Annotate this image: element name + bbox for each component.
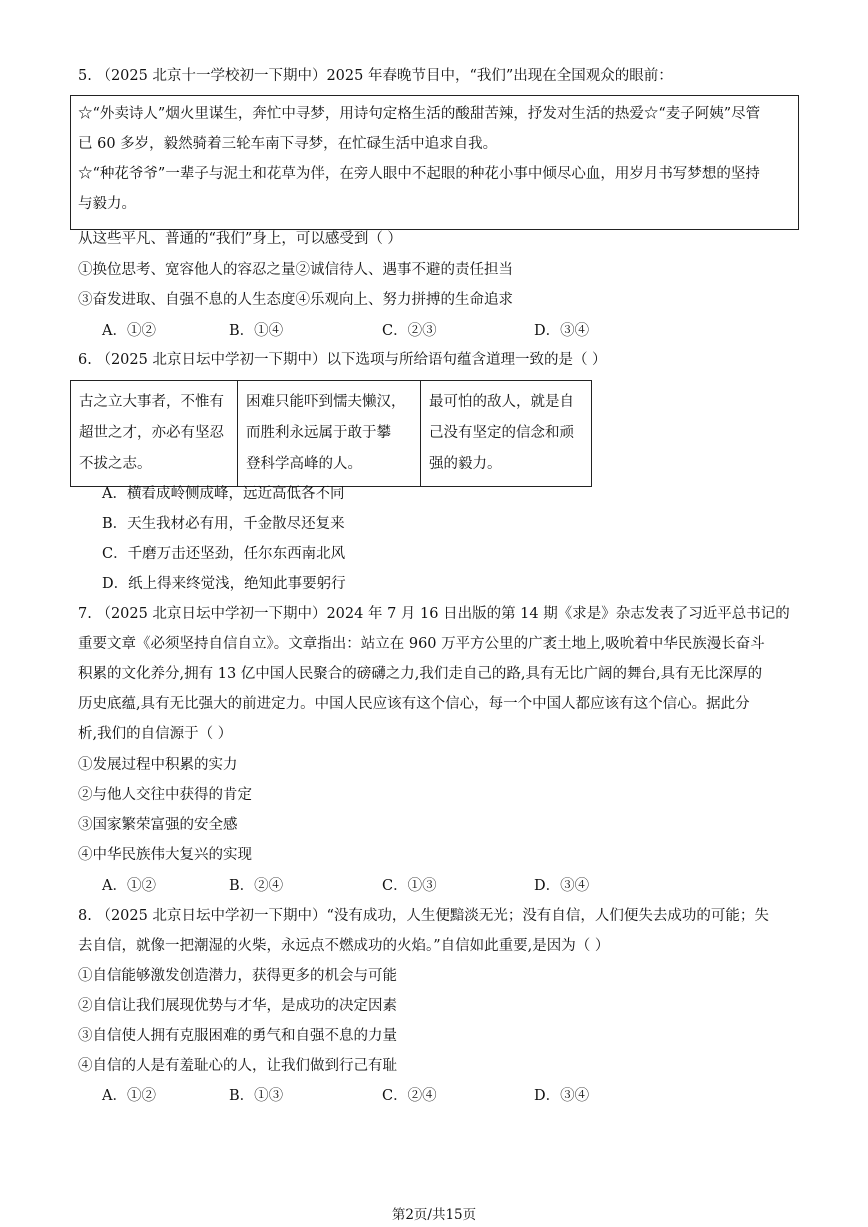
q8-options <box>102 1086 622 1106</box>
q5-material-line: 已 60 多岁，毅然骑着三轮车南下寻梦，在忙碌生活中追求自我。 <box>78 136 498 152</box>
q5-option-a[interactable]: A．①② <box>102 323 156 339</box>
q6-option-b[interactable]: B．天生我材必有用，千金散尽还复来 <box>102 516 345 532</box>
q6-quote-line: 超世之才，亦必有坚忍 <box>79 425 224 441</box>
q7-option-d[interactable]: D．③④ <box>534 878 590 894</box>
page-number: 第2页/共15页 <box>391 1207 477 1223</box>
q6-quote-line: 最可怕的敌人，就是自 <box>429 394 574 410</box>
q5-option-c[interactable]: C．②③ <box>382 323 437 339</box>
q6-stem: 6. （2025 北京日坛中学初一下期中）以下选项与所给语句蕴含道理一致的是（ ） <box>78 352 607 368</box>
q6-quote-line: 强的毅力。 <box>429 456 502 472</box>
q6-option-d[interactable]: D．纸上得来终觉浅，绝知此事要躬行 <box>102 576 346 592</box>
q8-option-a[interactable]: A．①② <box>102 1088 156 1104</box>
q5-material-line: 与毅力。 <box>78 196 136 212</box>
q7-statement: ③国家繁荣富强的安全感 <box>78 817 238 833</box>
q8-statement: ②自信让我们展现优势与才华，是成功的决定因素 <box>78 998 397 1014</box>
q7-stem-line: 析,我们的自信源于（ ） <box>78 726 233 742</box>
q5-stem: 5. （2025 北京十一学校初一下期中）2025 年春晚节目中，“我们”出现在全国观众的眼前： <box>78 68 673 84</box>
q7-stem-line: 积累的文化养分,拥有 13 亿中国人民聚合的磅礴之力,我们走自己的路,具有无比广阔的舞台,具有无比深厚的 <box>78 666 763 682</box>
q8-stem-line: 8. （2025 北京日坛中学初一下期中）“没有成功，人生便黯淡无光；没有自信，人们便失去成功的可能；失 <box>78 908 769 924</box>
q5-statement: ③奋发进取、自强不息的人生态度④乐观向上、努力拼搏的生命追求 <box>78 292 513 308</box>
q6-quote-cell <box>71 381 238 487</box>
q8-statement: ④自信的人是有羞耻心的人，让我们做到行己有耻 <box>78 1058 397 1074</box>
q8-statement: ①自信能够激发创造潜力，获得更多的机会与可能 <box>78 968 397 984</box>
q5-material-line: ☆“种花爷爷”一辈子与泥土和花草为伴，在旁人眼中不起眼的种花小事中倾尽心血，用岁月书写梦想的坚持 <box>78 166 760 182</box>
q8-option-c[interactable]: C．②④ <box>382 1088 437 1104</box>
q7-stem-line: 7. （2025 北京日坛中学初一下期中）2024 年 7 月 16 日出版的第 14 期《求是》杂志发表了习近平总书记的 <box>78 606 790 622</box>
q5-statement: ①换位思考、宽容他人的容忍之量②诚信待人、遇事不避的责任担当 <box>78 262 513 278</box>
q7-options <box>102 876 622 896</box>
q8-statement: ③自信使人拥有克服困难的勇气和自强不息的力量 <box>78 1028 397 1044</box>
q8-option-d[interactable]: D．③④ <box>534 1088 590 1104</box>
q5-question: 从这些平凡、普通的“我们”身上，可以感受到（ ） <box>78 231 402 247</box>
q6-quote-line: 登科学高峰的人。 <box>246 456 362 472</box>
q5-material-line: ☆“外卖诗人”烟火里谋生，奔忙中寻梦，用诗句定格生活的酸甜苦辣，抒发对生活的热爱☆“麦子阿姨”尽管 <box>78 106 761 122</box>
q5-options <box>102 321 622 341</box>
q8-option-b[interactable]: B．①③ <box>229 1088 284 1104</box>
q6-quote-line: 己没有坚定的信念和顽 <box>429 425 574 441</box>
q5-option-b[interactable]: B．①④ <box>229 323 284 339</box>
q6-option-c[interactable]: C．千磨万击还坚劲，任尔东西南北风 <box>102 546 346 562</box>
q7-option-c[interactable]: C．①③ <box>382 878 437 894</box>
q6-quote-table <box>70 380 592 487</box>
q7-statement: ②与他人交往中获得的肯定 <box>78 787 252 803</box>
q8-stem-line: 去自信，就像一把潮湿的火柴，永远点不燃成功的火焰。”自信如此重要,是因为（ ） <box>78 938 610 954</box>
q6-quote-cell <box>421 381 592 487</box>
q6-quote-line: 古之立大事者，不惟有 <box>79 394 224 410</box>
q7-option-a[interactable]: A．①② <box>102 878 156 894</box>
q7-statement: ①发展过程中积累的实力 <box>78 757 238 773</box>
q6-quote-line: 不拔之志。 <box>79 456 152 472</box>
q6-quote-line: 困难只能吓到懦夫懒汉， <box>246 394 406 410</box>
q7-stem-line: 重要文章《必须坚持自信自立》。文章指出：站立在 960 万平方公里的广袤土地上,吸吮着中华民族漫长奋斗 <box>78 636 765 652</box>
q7-statement: ④中华民族伟大复兴的实现 <box>78 847 252 863</box>
q6-quote-cell <box>238 381 421 487</box>
q7-option-b[interactable]: B．②④ <box>229 878 284 894</box>
q6-option-a[interactable]: A．横看成岭侧成峰，远近高低各不同 <box>102 486 345 502</box>
q7-stem-line: 历史底蕴,具有无比强大的前进定力。中国人民应该有这个信心，每一个中国人都应该有这个信心。据此分 <box>78 696 750 712</box>
q5-option-d[interactable]: D．③④ <box>534 323 590 339</box>
q6-quote-line: 而胜利永远属于敢于攀 <box>246 425 391 441</box>
